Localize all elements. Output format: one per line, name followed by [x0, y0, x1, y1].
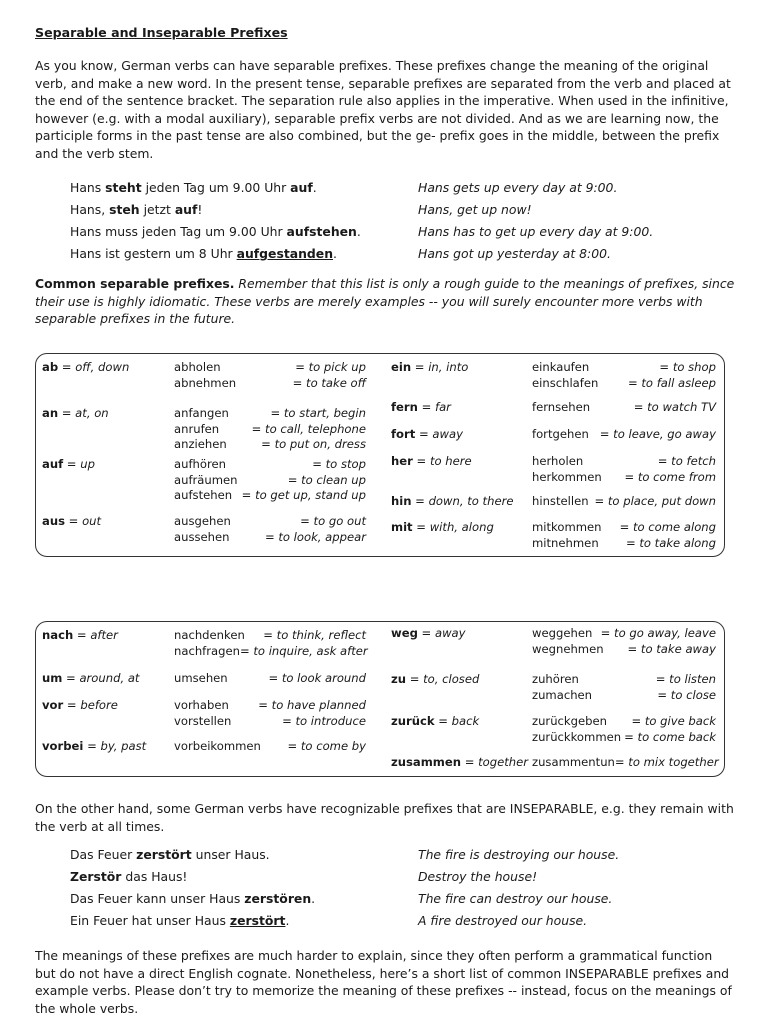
verb-meaning: = to introduce [282, 713, 366, 728]
verb-word: zumachen [532, 687, 593, 702]
prefix-entry [42, 514, 101, 530]
verb-meaning: = to come from [624, 469, 716, 484]
highlighted-verb: steht [105, 180, 142, 195]
equals-sign: = [411, 494, 429, 508]
equals-sign: = [461, 755, 479, 769]
verb-entry [174, 473, 366, 489]
verb-meaning: = to pick up [295, 360, 366, 374]
german-sentence [70, 866, 187, 888]
verb-entry [532, 454, 716, 470]
sentence-text: ! [197, 202, 203, 217]
prefix-entry [391, 520, 494, 536]
equals-sign: = [415, 427, 433, 441]
sentence-text: Hans ist gestern um 8 Uhr [70, 246, 237, 261]
prefix-word: ein [391, 360, 412, 374]
prefix-meaning: to, closed [423, 672, 480, 686]
verb-word: weggehen [532, 626, 593, 640]
sentence-text: unser Haus. [191, 847, 270, 862]
verb-word: zuhören [532, 672, 579, 686]
verb-entry [532, 494, 716, 510]
sentence-text: . [312, 180, 317, 195]
verb-entry [532, 626, 716, 642]
verb-word: fortgehen [532, 427, 589, 441]
verb-word: anfangen [174, 406, 229, 420]
verb-list [174, 671, 366, 687]
verb-meaning: = to mix together [614, 755, 719, 769]
prefix-word: hin [391, 494, 412, 508]
verb-entry [174, 514, 366, 530]
prefix-meaning: out [82, 514, 102, 528]
prefix-word: an [42, 406, 59, 420]
highlighted-verb: Zerstör [70, 869, 122, 884]
prefix-meaning: with, along [429, 520, 494, 534]
equals-sign: = [58, 360, 76, 374]
equals-sign: = [73, 628, 91, 642]
verb-list [532, 755, 719, 771]
prefix-word: fern [391, 400, 418, 414]
english-translation: Hans, get up now! [418, 202, 532, 217]
verb-word: wegnehmen [532, 641, 604, 656]
english-translation: The fire can destroy our house. [418, 891, 613, 906]
prefix-word: ab [42, 360, 59, 374]
verb-meaning: = to listen [655, 672, 716, 686]
verb-meaning: = to fetch [657, 454, 716, 468]
verb-entry [532, 427, 716, 443]
prefix-entry [42, 628, 118, 644]
prefix-word: vor [42, 698, 64, 712]
sentence-text: Ein Feuer hat unser Haus [70, 913, 230, 928]
verb-entry [532, 714, 716, 730]
english-translation: A fire destroyed our house. [418, 913, 588, 928]
verb-entry [532, 642, 716, 658]
highlighted-verb: steh [109, 202, 140, 217]
common-prefixes-heading: Common separable prefixes. [35, 276, 235, 291]
german-sentence [70, 888, 315, 910]
verb-list [532, 360, 716, 391]
verb-entry [174, 488, 366, 504]
verb-entry [174, 698, 366, 714]
verb-meaning: = to come along [619, 520, 716, 534]
verb-entry [174, 628, 366, 644]
prefix-word: zu [391, 672, 407, 686]
verb-list [532, 494, 716, 510]
prefix-entry [391, 360, 468, 376]
prefix-word: aus [42, 514, 65, 528]
sentence-text: jetzt [139, 202, 175, 217]
sentence-text: . [285, 913, 290, 928]
prefix-meaning: away [432, 427, 463, 441]
german-sentence [70, 199, 202, 221]
verb-entry [532, 688, 716, 704]
verb-meaning: = to call, telephone [251, 421, 366, 436]
prefix-word: um [42, 671, 63, 685]
prefix-meaning: to here [429, 454, 472, 468]
verb-list [174, 514, 366, 545]
verb-word: zusammentun [532, 755, 615, 769]
prefix-word: fort [391, 427, 416, 441]
verb-list [532, 400, 716, 416]
sentence-text: Hans, [70, 202, 110, 217]
english-translation: Hans got up yesterday at 8:00. [418, 246, 611, 261]
verb-meaning: = to come back [624, 729, 716, 744]
prefix-meaning: off, down [75, 360, 130, 374]
verb-word: aufräumen [174, 472, 238, 487]
german-sentence [70, 221, 361, 243]
prefix-entry [42, 406, 109, 422]
verb-entry [174, 406, 366, 422]
prefix-word: zurück [391, 714, 435, 728]
separable-prefix-table-2 [35, 621, 725, 777]
verb-word: umsehen [174, 671, 228, 685]
verb-list [532, 520, 716, 551]
sentence-text: Hans muss jeden Tag um 9.00 Uhr [70, 224, 287, 239]
verb-word: ausgehen [174, 514, 231, 528]
example-row [35, 888, 735, 910]
verb-meaning: = to shop [659, 360, 716, 374]
highlighted-verb: aufgestanden [236, 246, 334, 261]
verb-list [174, 457, 366, 504]
verb-entry [174, 360, 366, 376]
verb-meaning: = to look, appear [264, 529, 366, 544]
verb-meaning: = to take along [625, 535, 716, 550]
verb-entry [174, 422, 366, 438]
verb-meaning: = to put on, dress [261, 437, 366, 451]
english-translation: The fire is destroying our house. [418, 847, 620, 862]
example-row [35, 844, 735, 866]
verb-word: anrufen [174, 421, 220, 436]
highlighted-verb: zerstört [136, 847, 192, 862]
sentence-text: Das Feuer [70, 847, 137, 862]
verb-entry [532, 400, 716, 416]
equals-sign: = [411, 360, 429, 374]
verb-meaning: = to stop [312, 457, 366, 471]
equals-sign: = [412, 454, 430, 468]
inseparable-examples [35, 844, 735, 932]
prefix-word: vorbei [42, 739, 84, 753]
german-sentence [70, 910, 289, 932]
separable-prefix-table-1 [35, 353, 725, 557]
highlighted-verb: zerstören [244, 891, 312, 906]
example-row [35, 866, 735, 888]
page-title: Separable and Inseparable Prefixes [35, 25, 288, 40]
sentence-text: Das Feuer kann unser Haus [70, 891, 245, 906]
highlighted-verb: aufstehen [286, 224, 357, 239]
verb-word: hinstellen [532, 494, 589, 508]
verb-entry [174, 530, 366, 546]
prefix-entry [42, 739, 146, 755]
prefix-meaning: down, to there [428, 494, 514, 508]
prefix-word: mit [391, 520, 413, 534]
verb-meaning: = to inquire, ask after [239, 643, 368, 658]
equals-sign: = [406, 672, 424, 686]
equals-sign: = [417, 400, 435, 414]
prefix-meaning: back [451, 714, 480, 728]
verb-meaning: = to clean up [287, 472, 366, 487]
verb-meaning: = to get up, stand up [241, 488, 366, 502]
verb-meaning: = to place, put down [594, 494, 716, 508]
prefix-meaning: together [478, 755, 529, 769]
verb-meaning: = to close [657, 687, 716, 702]
prefix-word: weg [391, 626, 418, 640]
prefix-entry [391, 494, 513, 510]
equals-sign: = [62, 671, 80, 685]
verb-word: zurückkommen [532, 729, 622, 744]
sentence-text: . [333, 246, 337, 261]
verb-word: aufhören [174, 457, 226, 471]
example-row [35, 177, 735, 199]
verb-meaning: = to give back [631, 714, 716, 728]
verb-list [532, 427, 716, 443]
prefix-meaning: up [80, 457, 95, 471]
verb-meaning: = to have planned [258, 698, 366, 712]
intro-paragraph: As you know, German verbs can have separable prefixes. These prefixes change the meaning of the original verb, and make a new word. In the present tense, separable prefixes are separated from the verb and placed at the end of the sentence bracket. The separation rule also applies in the imperative. When used in the infinitive, however (e.g. with a modal auxiliary), separable prefix verbs are not divided. And as we are learning now, the participle forms in the past tense are also combined, but the ge- prefix goes in the middle, between the prefix and the verb stem. [35, 58, 731, 161]
highlighted-verb: auf [290, 180, 313, 195]
prefix-entry [391, 714, 479, 730]
prefix-meaning: away [434, 626, 466, 640]
verb-list [532, 672, 716, 703]
verb-meaning: = to take away [627, 641, 716, 656]
prefix-entry [391, 626, 466, 642]
prefix-entry [391, 427, 463, 443]
verb-list [532, 454, 716, 485]
prefix-entry [42, 360, 129, 376]
verb-meaning: = to go out [300, 514, 366, 528]
verb-entry [532, 520, 716, 536]
german-sentence [70, 844, 270, 866]
verb-entry [174, 739, 366, 755]
example-row [35, 910, 735, 932]
prefix-meaning: by, past [100, 739, 147, 753]
sentence-text: jeden Tag um 9.00 Uhr [141, 180, 291, 195]
verb-word: zurückgeben [532, 714, 607, 728]
equals-sign: = [63, 457, 81, 471]
prefix-word: zusammen [391, 755, 462, 769]
verb-list [174, 698, 366, 729]
verb-word: vorhaben [174, 698, 229, 712]
prefix-entry [42, 457, 95, 473]
prefix-entry [391, 454, 472, 470]
verb-meaning: = to take off [292, 375, 366, 390]
verb-meaning: = to think, reflect [263, 628, 366, 642]
verb-meaning: = to fall asleep [627, 375, 716, 390]
english-translation: Hans gets up every day at 9:00. [418, 180, 618, 195]
common-prefixes-note: Remember that this list is only a rough guide to the meanings of prefixes, since their use is highly idiomatic. These verbs are merely examples -- you will surely encounter more verbs with separable prefixes in the future. [35, 276, 735, 326]
verb-entry [174, 437, 366, 453]
closing-paragraph: The meanings of these prefixes are much harder to explain, since they often perform a grammatical function but do not have a direct English cognate. Nonetheless, here’s a short list of common INSEPARABLE prefixes and example verbs. Please don’t try to memorize the meaning of these prefixes -- instead, focus on the meanings of the whole verbs. [35, 948, 732, 1016]
verb-word: fernsehen [532, 400, 591, 414]
equals-sign: = [434, 714, 452, 728]
verb-meaning: = to come by [287, 739, 366, 753]
prefix-meaning: in, into [428, 360, 469, 374]
equals-sign: = [64, 514, 83, 528]
example-row [35, 199, 735, 221]
verb-word: anziehen [174, 437, 227, 451]
prefix-entry [391, 755, 528, 771]
document-page [35, 24, 735, 340]
verb-word: vorbeikommen [174, 739, 261, 753]
prefix-meaning: at, on [75, 406, 109, 420]
verb-entry [174, 644, 366, 660]
verb-word: herholen [532, 454, 584, 468]
prefix-word: auf [42, 457, 64, 471]
verb-list [174, 406, 366, 453]
prefix-meaning: after [90, 628, 118, 642]
verb-meaning: = to go away, leave [600, 626, 716, 640]
verb-word: vorstellen [174, 713, 232, 728]
verb-word: mitnehmen [532, 535, 599, 550]
verb-entry [532, 730, 716, 746]
verb-entry [532, 360, 716, 376]
english-translation: Hans has to get up every day at 9:00. [418, 224, 654, 239]
verb-entry [174, 457, 366, 473]
prefix-word: her [391, 454, 413, 468]
verb-entry [532, 536, 716, 552]
verb-entry [174, 376, 366, 392]
separable-examples [35, 177, 735, 265]
verb-meaning: = to start, begin [270, 406, 366, 420]
prefix-entry [42, 698, 118, 714]
verb-entry [532, 672, 716, 688]
english-translation: Destroy the house! [418, 869, 538, 884]
prefix-entry [391, 672, 479, 688]
equals-sign: = [63, 698, 81, 712]
sentence-text: . [356, 224, 361, 239]
highlighted-verb: zerstört [229, 913, 286, 928]
equals-sign: = [58, 406, 76, 420]
verb-word: abholen [174, 360, 221, 374]
verb-word: einkaufen [532, 360, 590, 374]
verb-entry [174, 714, 366, 730]
verb-word: abnehmen [174, 375, 237, 390]
sentence-text: Hans [70, 180, 106, 195]
inseparable-intro-paragraph: On the other hand, some German verbs have recognizable prefixes that are INSEPARABLE, e.g. they remain with the verb at all times. [35, 801, 734, 834]
highlighted-verb: auf [174, 202, 198, 217]
verb-word: aussehen [174, 529, 230, 544]
verb-meaning: = to watch TV [633, 400, 716, 414]
example-row [35, 243, 735, 265]
verb-word: nachfragen [174, 643, 240, 658]
sentence-text: das Haus! [121, 869, 188, 884]
sentence-text: . [311, 891, 316, 906]
prefix-meaning: before [80, 698, 118, 712]
example-row [35, 221, 735, 243]
verb-entry [532, 470, 716, 486]
common-prefixes-paragraph [35, 275, 735, 328]
equals-sign: = [412, 520, 430, 534]
german-sentence [70, 243, 337, 265]
verb-list [174, 739, 366, 755]
german-sentence [70, 177, 317, 199]
verb-list [532, 626, 716, 657]
verb-word: einschlafen [532, 375, 599, 390]
verb-meaning: = to leave, go away [599, 427, 716, 441]
verb-entry [532, 755, 719, 771]
prefix-word: nach [42, 628, 74, 642]
verb-list [174, 360, 366, 391]
verb-word: nachdenken [174, 628, 245, 642]
verb-entry [532, 376, 716, 392]
verb-list [174, 628, 366, 659]
prefix-entry [391, 400, 451, 416]
verb-word: herkommen [532, 469, 602, 484]
equals-sign: = [83, 739, 101, 753]
verb-list [532, 714, 716, 745]
verb-meaning: = to look around [268, 671, 366, 685]
verb-word: mitkommen [532, 520, 602, 534]
prefix-entry [42, 671, 139, 687]
prefix-meaning: far [434, 400, 451, 414]
verb-word: aufstehen [174, 488, 233, 502]
verb-entry [174, 671, 366, 687]
prefix-meaning: around, at [79, 671, 140, 685]
equals-sign: = [417, 626, 435, 640]
